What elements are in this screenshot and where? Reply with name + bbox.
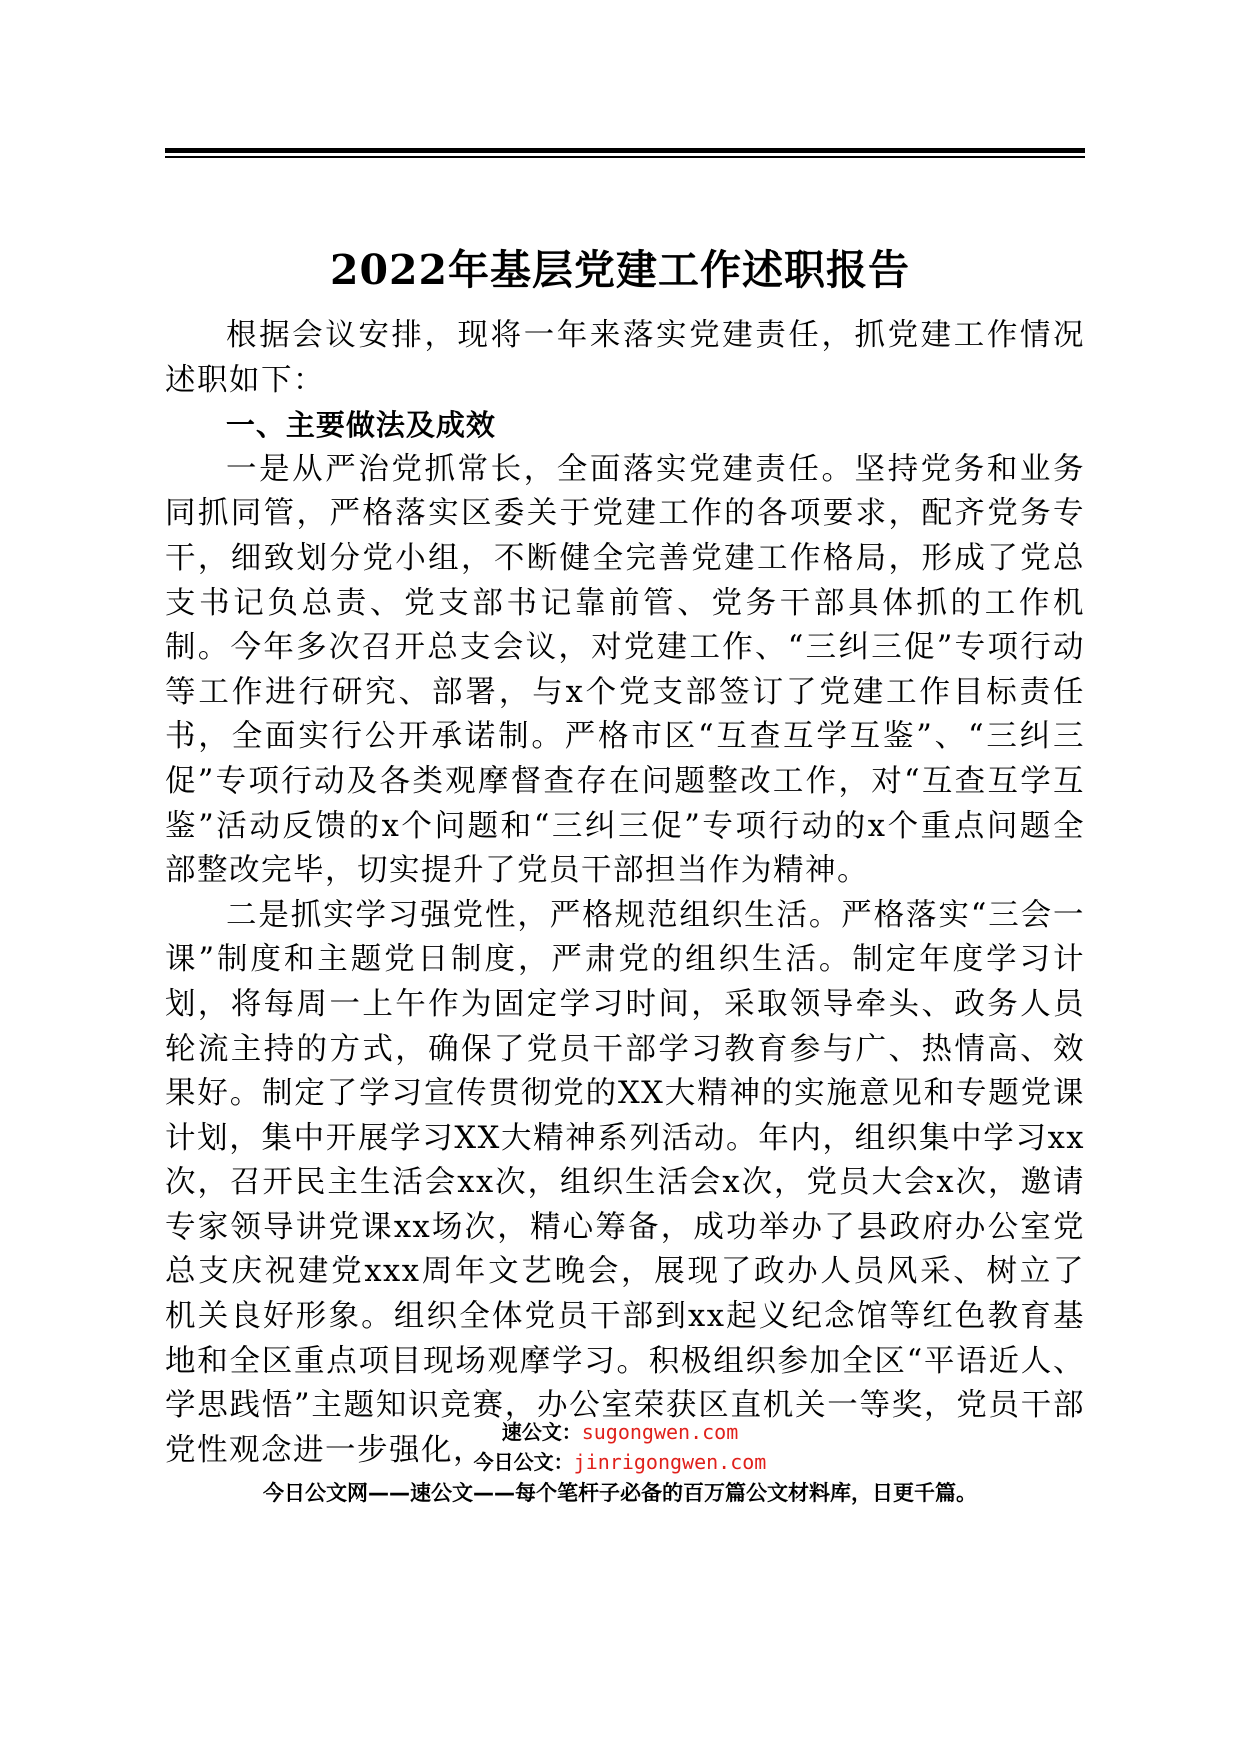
intro-paragraph: 根据会议安排，现将一年来落实党建责任，抓党建工作情况述职如下： bbox=[165, 318, 1085, 398]
footer-line-1 bbox=[0, 1418, 1240, 1446]
footer-label-1: 速公文： bbox=[501, 1420, 582, 1444]
section-heading: 一、主要做法及成效 bbox=[225, 408, 496, 443]
footer-line-2 bbox=[0, 1448, 1240, 1476]
footer-slogan bbox=[0, 1478, 1240, 1508]
footer-label-2: 今日公文： bbox=[473, 1450, 574, 1474]
body-paragraph-1: 一是从严治党抓常长，全面落实党建责任。坚持党务和业务同抓同管，严格落实区委关于党建工作的各项要求，配齐党务专干，细致划分党小组，不断健全完善党建工作格局，形成了党总支书记负总责、党支部书记靠前管、党务干部具体抓的工作机制。今年多次召开总支会议，对党建工作、“三纠三促”专项行动等工作进行研究、部署，与x个党支部签订了党建工作目标责任书，全面实行公开承诺制。严格市区“互查互学互鉴”、“三纠三促”专项行动及各类观摩督查存在问题整改工作，对“互查互学互鉴”活动反馈的x个问题和“三纠三促”专项行动的x个重点问题全部整改完毕，切实提升了党员干部担当作为精神。 bbox=[165, 451, 1085, 889]
header-rule-thick bbox=[165, 148, 1085, 153]
footer-link-2[interactable]: jinrigongwen.com bbox=[573, 1450, 767, 1474]
header-rule-thin bbox=[165, 156, 1085, 158]
body-paragraph-2: 二是抓实学习强党性，严格规范组织生活。严格落实“三会一课”制度和主题党日制度，严肃党的组织生活。制定年度学习计划，将每周一上午作为固定学习时间，采取领导牵头、政务人员轮流主持的方式，确保了党员干部学习教育参与广、热情高、效果好。制定了学习宣传贯彻党的XX大精神的实施意见和专题党课计划，集中开展学习XX大精神系列活动。年内，组织集中学习xx次，召开民主生活会xx次，组织生活会x次，党员大会x次，邀请专家领导讲党课xx场次，精心筹备，成功举办了县政府办公室党总支庆祝建党xxx周年文艺晚会，展现了政办人员风采、树立了机关良好形象。组织全体党员干部到xx起义纪念馆等红色教育基地和全区重点项目现场观摩学习。积极组织参加全区“平语近人、学思践悟”主题知识竞赛，办公室荣获区直机关一等奖，党员干部党性观念进一步强化， bbox=[165, 897, 1085, 1468]
document-title: 2022年基层党建工作述职报告 bbox=[329, 246, 911, 294]
document-body bbox=[165, 314, 1085, 1473]
footer-slogan-text: 今日公文网——速公文——每个笔杆子必备的百万篇公文材料库，日更千篇。 bbox=[263, 1481, 977, 1505]
footer-link-1[interactable]: sugongwen.com bbox=[581, 1420, 739, 1444]
